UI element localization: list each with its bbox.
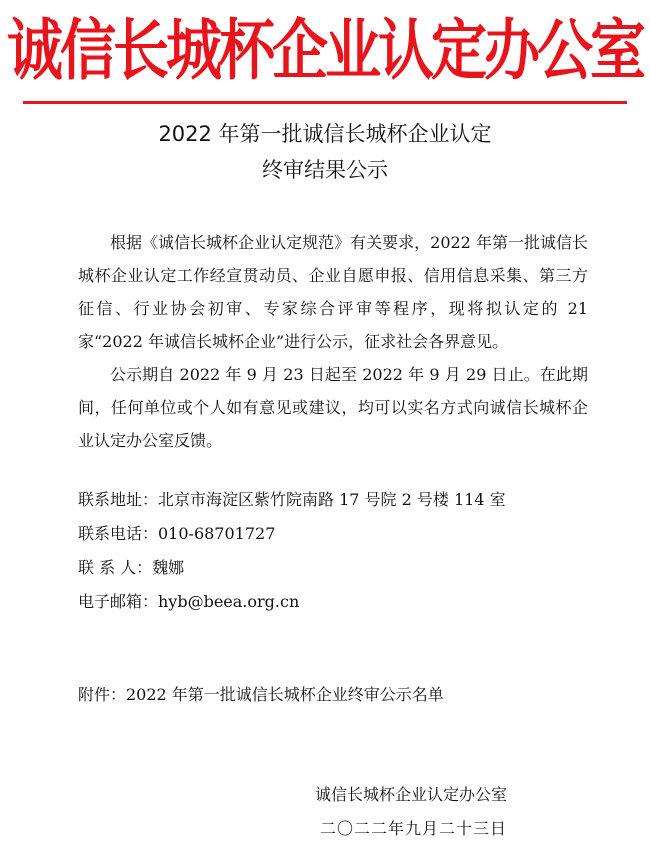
notice-title-line1: 2022 年第一批诚信长城杯企业认定 xyxy=(158,122,492,146)
contact-phone: 联系电话：010-68701727 xyxy=(78,524,276,543)
signature-date: 二〇二二年九月二十三日 xyxy=(320,819,508,838)
letterhead-title: 诚信长城杯企业认定办公室 xyxy=(7,11,643,90)
body-paragraph-2: 公示期自 2022 年 9 月 23 日起至 2022 年 9 月 29 日止。在此期间，任何单位或个人如有意见或建议，均可以实名方式向诚信长城杯企业认定办公室反馈。 xyxy=(78,365,588,450)
body-paragraph-1: 根据《诚信长城杯企业认定规范》有关要求，2022 年第一批诚信长城杯企业认定工作经宣贯动员、企业自愿申报、信用信息采集、第三方征信、行业协会初审、专家综合评审等程序，现将拟认定的 21 家“2022 年诚信长城杯企业”进行公示，征求社会各界意见。 xyxy=(78,233,588,351)
notice-title-line2: 终审结果公示 xyxy=(262,158,388,182)
letterhead-divider xyxy=(23,101,627,104)
signature-org: 诚信长城杯企业认定办公室 xyxy=(315,785,508,804)
contact-email: 电子邮箱：hyb@beea.org.cn xyxy=(78,592,300,611)
attachment-note: 附件：2022 年第一批诚信长城杯企业终审公示名单 xyxy=(78,685,444,704)
contact-address: 联系地址：北京市海淀区紫竹院南路 17 号院 2 号楼 114 室 xyxy=(78,490,506,509)
contact-person: 联 系 人：魏娜 xyxy=(78,558,185,577)
